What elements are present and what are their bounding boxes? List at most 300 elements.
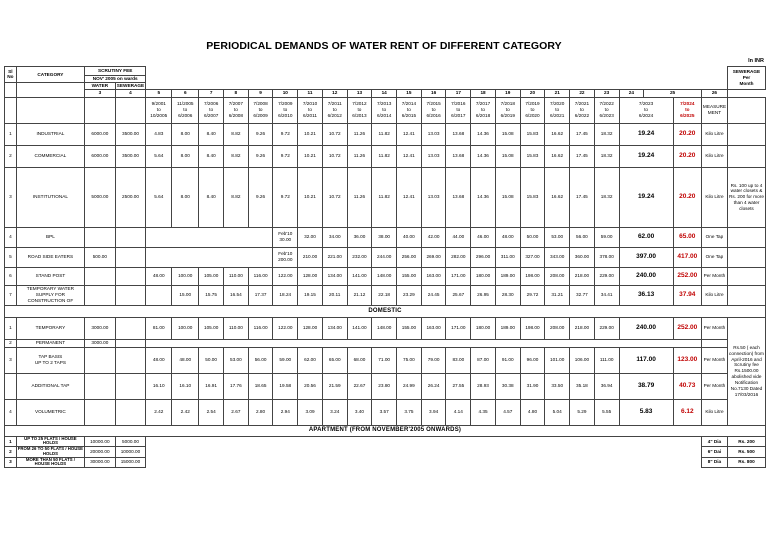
- table-row: [5, 123, 766, 145]
- row-category: TEMPORARY WATER SUPPLY FOR CONSTRUCTION OF: [16, 285, 84, 305]
- rate-value: 105.00: [199, 267, 224, 285]
- rate-value: 180.00: [471, 267, 496, 285]
- row-category: COMMERCIAL: [16, 145, 84, 167]
- rate-value: 8.40: [199, 167, 224, 227]
- column-number: 14: [372, 89, 397, 97]
- period-cell: 11/2005 to 6/2006: [172, 97, 199, 123]
- measurement-unit: Kilo Litre: [701, 399, 727, 425]
- rate-value: 4.35: [471, 399, 496, 425]
- rate-value: 32.77: [570, 285, 595, 305]
- rate-value: 38.79: [619, 373, 673, 399]
- rate-value: 378.00: [594, 247, 619, 267]
- rate-value: 91.00: [495, 347, 520, 373]
- scrutiny-water: 6000.00: [85, 123, 116, 145]
- measurement-unit: Kilo Litre: [701, 167, 727, 227]
- rate-value: 23.80: [372, 373, 397, 399]
- rate-value: 56.00: [570, 227, 595, 247]
- rate-value: 128.00: [298, 267, 323, 285]
- rate-value: 48.00: [146, 347, 172, 373]
- rate-value: 111.00: [594, 347, 619, 373]
- table-row: [5, 457, 766, 467]
- rate-value: 48.00: [146, 267, 172, 285]
- measurement-unit: [701, 339, 727, 347]
- scrutiny-water: 500.00: [85, 247, 116, 267]
- rate-value: 15.00: [172, 285, 199, 305]
- sewerage-rate: Rs. 500: [727, 447, 765, 457]
- scrutiny-water: 30000.00: [85, 457, 116, 467]
- rate-value: 100.00: [172, 317, 199, 339]
- domestic-section-title: DOMESTIC: [5, 305, 766, 317]
- rate-value: 62.00: [298, 347, 323, 373]
- rate-value: 8.00: [172, 123, 199, 145]
- column-number: 10: [273, 89, 298, 97]
- rate-value: 9.26: [248, 167, 273, 227]
- period-cell: 7/2023 to 6/2024: [619, 97, 673, 123]
- column-number: 3: [85, 89, 116, 97]
- row-sl: 3: [5, 167, 17, 227]
- rate-value: 17.45: [570, 167, 595, 227]
- period-cell: 7/2017 to 6/2018: [471, 97, 496, 123]
- measurement-unit: One Tap: [701, 227, 727, 247]
- rate-value: 311.00: [495, 247, 520, 267]
- rate-value: 256.00: [397, 247, 422, 267]
- rate-value: 3.94: [421, 399, 446, 425]
- scrutiny-water: 3000.00: [85, 339, 116, 347]
- scrutiny-water: [85, 347, 116, 373]
- rate-value: 21.59: [322, 373, 347, 399]
- rate-value: 11.26: [347, 167, 372, 227]
- rate-value: 27.55: [446, 373, 471, 399]
- rate-value: 13.03: [421, 123, 446, 145]
- rate-value: 26.24: [421, 373, 446, 399]
- scrutiny-sewerage: 10000.00: [115, 447, 146, 457]
- rate-value: 198.00: [520, 267, 545, 285]
- header-row-1: [5, 67, 766, 76]
- period-cell: 7/2016 to 6/2017: [446, 97, 471, 123]
- rate-value: 36.00: [347, 227, 372, 247]
- currency-unit: In INR: [748, 58, 764, 64]
- rate-value: 397.00: [619, 247, 673, 267]
- rate-value: 141.00: [347, 317, 372, 339]
- rate-value: 123.00: [673, 347, 701, 373]
- period-cell: 7/2019 to 6/2020: [520, 97, 545, 123]
- rate-value: 2.94: [273, 399, 298, 425]
- rate-value: 17.37: [248, 285, 273, 305]
- rate-value: 48.00: [495, 227, 520, 247]
- measurement-unit: Per Month: [701, 373, 727, 399]
- row-sl: 2: [5, 447, 17, 457]
- rate-value: 5.29: [570, 399, 595, 425]
- period-cell: 7/2012 to 6/2013: [347, 97, 372, 123]
- rate-value: 16.10: [146, 373, 172, 399]
- scrutiny-sewerage: [115, 399, 146, 425]
- period-cell: 7/2022 to 6/2023: [594, 97, 619, 123]
- rate-value: 37.94: [673, 285, 701, 305]
- row-category: MORE THAN 50 FLATS / HOUSE HOLDS: [16, 457, 84, 467]
- rate-value: 15.08: [495, 145, 520, 167]
- table-row: [5, 347, 766, 373]
- rate-value: 282.00: [446, 247, 471, 267]
- rate-value: 14.36: [471, 123, 496, 145]
- rate-value: 13.03: [421, 145, 446, 167]
- rate-value: 16.91: [199, 373, 224, 399]
- rate-value: 17.45: [570, 123, 595, 145]
- row-category: PERMANENT: [16, 339, 84, 347]
- rate-value: 3.75: [397, 399, 422, 425]
- rate-value: 9.72: [273, 145, 298, 167]
- column-number: 18: [471, 89, 496, 97]
- rate-value: 19.24: [619, 123, 673, 145]
- rate-value: 33.50: [545, 373, 570, 399]
- rate-value: 117.00: [619, 347, 673, 373]
- rate-value: 10.72: [322, 145, 347, 167]
- table-row: [5, 339, 766, 347]
- scrutiny-sewerage: 3500.00: [115, 123, 146, 145]
- rate-value: 189.00: [495, 317, 520, 339]
- rate-value: 116.00: [248, 267, 273, 285]
- rate-value: 15.08: [495, 167, 520, 227]
- rate-value: 2.80: [248, 399, 273, 425]
- table-row: [5, 167, 766, 227]
- rate-value: 171.00: [446, 317, 471, 339]
- rate-value: 75.00: [397, 347, 422, 373]
- header-sewerage: SEWERAGE: [116, 82, 145, 88]
- rate-value: 8.00: [172, 145, 199, 167]
- column-number: 16: [421, 89, 446, 97]
- measurement-unit: Kilo Litre: [701, 123, 727, 145]
- column-number: 21: [545, 89, 570, 97]
- scrutiny-sewerage: [115, 317, 146, 339]
- rate-value: 5.55: [594, 399, 619, 425]
- rate-value: 36.13: [619, 285, 673, 305]
- row-category: VOLUMETRIC: [16, 399, 84, 425]
- row-sl: 6: [5, 267, 17, 285]
- row-category: INDUSTRIAL: [16, 123, 84, 145]
- column-number: 23: [594, 89, 619, 97]
- rate-value: 48.00: [172, 347, 199, 373]
- measurement-header: MEASURE MENT: [701, 97, 727, 123]
- rate-value: 9.72: [273, 167, 298, 227]
- rate-value: 35.18: [570, 373, 595, 399]
- rate-value: 34.41: [594, 285, 619, 305]
- measurement-unit: Per Month: [701, 267, 727, 285]
- rate-value: 10.21: [298, 123, 323, 145]
- rate-value: 20.20: [673, 167, 701, 227]
- rate-value: 8.82: [224, 123, 249, 145]
- section-row: [5, 425, 766, 436]
- rate-value: 81.00: [146, 317, 172, 339]
- rate-value: 12.41: [397, 167, 422, 227]
- header-water: WATER: [85, 82, 116, 89]
- table-cell: [16, 97, 84, 123]
- table-row: [5, 317, 766, 339]
- rate-value: 148.00: [372, 267, 397, 285]
- empty-cell: [146, 227, 273, 247]
- rate-value: 252.00: [673, 267, 701, 285]
- rate-value: 9.26: [248, 123, 273, 145]
- row-sl: 7: [5, 285, 17, 305]
- rate-value: 141.00: [347, 267, 372, 285]
- row-sl: 1: [5, 436, 17, 446]
- rate-value: 155.00: [397, 267, 422, 285]
- rate-value: 65.00: [673, 227, 701, 247]
- column-number: 5: [146, 89, 172, 97]
- rate-value: 31.90: [520, 373, 545, 399]
- rate-value: 26.95: [471, 285, 496, 305]
- rate-value: 19.15: [298, 285, 323, 305]
- rate-value: 5.64: [146, 145, 172, 167]
- rate-value: 180.00: [471, 317, 496, 339]
- rate-value: 10.21: [298, 145, 323, 167]
- sewerage-rate: Rs. 800: [727, 457, 765, 467]
- rate-value: 18.65: [248, 373, 273, 399]
- sewerage-rate: Rs. 200: [727, 436, 765, 446]
- rate-value: 10.21: [298, 167, 323, 227]
- period-cell: 7/2013 to 6/2014: [372, 97, 397, 123]
- table-cell: [85, 97, 116, 123]
- scrutiny-sewerage: [115, 227, 146, 247]
- rate-value: 189.00: [495, 267, 520, 285]
- column-number: 24: [619, 89, 644, 97]
- rate-value: 65.00: [322, 347, 347, 373]
- rate-value: 17.45: [570, 145, 595, 167]
- water-rent-table: [4, 66, 766, 468]
- rate-value: 16.62: [545, 167, 570, 227]
- rate-value: 53.00: [224, 347, 249, 373]
- header-sewerage-per-month: SEWERAGE Per Month: [727, 67, 765, 90]
- rate-value: 13.03: [421, 167, 446, 227]
- scrutiny-water: 20000.00: [85, 447, 116, 457]
- rate-value: 28.93: [471, 373, 496, 399]
- period-cell: 9/2001 to 10/2005: [146, 97, 172, 123]
- rate-value: 32.00: [298, 227, 323, 247]
- rate-value: 40.00: [397, 227, 422, 247]
- rate-value: 14.36: [471, 167, 496, 227]
- row-sl: 4: [5, 399, 17, 425]
- row-category: UP TO 25 FLATS / HOUSE HOLDS: [16, 436, 84, 446]
- table-row: [5, 399, 766, 425]
- sewerage-note: [727, 145, 765, 167]
- rate-value: 15.83: [520, 167, 545, 227]
- row-sl: 1: [5, 317, 17, 339]
- measurement-unit: Kilo Litre: [701, 145, 727, 167]
- rate-value: 13.68: [446, 167, 471, 227]
- table-cell: [5, 97, 17, 123]
- rate-value: 24.45: [421, 285, 446, 305]
- empty-cell: [146, 339, 702, 347]
- measurement-unit: Per Month: [701, 347, 727, 373]
- rate-value: 22.67: [347, 373, 372, 399]
- empty-cell: [146, 436, 702, 446]
- rate-value: 4.83: [146, 123, 172, 145]
- rate-value: 11.26: [347, 123, 372, 145]
- scrutiny-water: [85, 373, 116, 399]
- rate-value: 25.67: [446, 285, 471, 305]
- rate-value: 218.00: [570, 267, 595, 285]
- sewerage-note: [727, 267, 765, 285]
- header-category: CATEGORY: [16, 67, 84, 83]
- rate-value: 59.00: [594, 227, 619, 247]
- rate-value: 71.00: [372, 347, 397, 373]
- document-title: PERIODICAL DEMANDS OF WATER RENT OF DIFFERENT CATEGORY: [206, 40, 562, 52]
- rate-value: 2.54: [199, 399, 224, 425]
- table-row: [5, 436, 766, 446]
- rate-value: 16.10: [172, 373, 199, 399]
- column-number: 20: [520, 89, 545, 97]
- rate-value: 19.58: [273, 373, 298, 399]
- rate-value: 8.40: [199, 123, 224, 145]
- period-cell: 7/2011 to 6/2012: [322, 97, 347, 123]
- rate-value: 110.00: [224, 267, 249, 285]
- rate-value: 343.00: [545, 247, 570, 267]
- period-cell: 7/2014 to 6/2015: [397, 97, 422, 123]
- row-sl: 3: [5, 347, 17, 373]
- rate-value: 163.00: [421, 317, 446, 339]
- table-cell: [115, 97, 146, 123]
- scrutiny-water: [85, 399, 116, 425]
- period-cell: 7/2015 to 6/2016: [421, 97, 446, 123]
- scrutiny-sewerage: [115, 285, 146, 305]
- rate-value: 8.00: [172, 167, 199, 227]
- rate-value: 208.00: [545, 317, 570, 339]
- sewerage-note: [727, 247, 765, 267]
- sewerage-note: [727, 227, 765, 247]
- row-sl: 2: [5, 339, 17, 347]
- rate-value: 10.72: [322, 123, 347, 145]
- rate-value: 12.41: [397, 123, 422, 145]
- rate-value: 23.29: [397, 285, 422, 305]
- header-scrutiny-sub: NOV' 2005 on wards: [85, 76, 146, 83]
- row-category: STAND POST: [16, 267, 84, 285]
- column-number: 22: [570, 89, 595, 97]
- section-row: [5, 305, 766, 317]
- rate-value: 40.73: [673, 373, 701, 399]
- rate-value: 8.82: [224, 145, 249, 167]
- start-rate: Feb'10 30.00: [273, 227, 298, 247]
- table-row: [5, 285, 766, 305]
- scrutiny-sewerage: [115, 373, 146, 399]
- rate-value: 8.40: [199, 145, 224, 167]
- rate-value: 10.72: [322, 167, 347, 227]
- rate-value: 122.00: [273, 267, 298, 285]
- scrutiny-water: 3000.00: [85, 317, 116, 339]
- rate-value: 15.08: [495, 123, 520, 145]
- rate-value: 5.83: [619, 399, 673, 425]
- rate-value: 18.32: [594, 167, 619, 227]
- rate-value: 21.12: [347, 285, 372, 305]
- rate-value: 218.00: [570, 317, 595, 339]
- rate-value: 122.00: [273, 317, 298, 339]
- rate-value: 296.00: [471, 247, 496, 267]
- rate-value: 53.00: [545, 227, 570, 247]
- rate-value: 11.26: [347, 145, 372, 167]
- sewerage-note: Rs.50 ( each connection) from April-2016 and Scrutiny fee Rs.1500.00 abolished vide Notification No.7130 Dated 17/03/2016: [727, 317, 765, 425]
- rate-value: 2.42: [146, 399, 172, 425]
- column-number: 11: [298, 89, 323, 97]
- rate-value: 16.62: [545, 145, 570, 167]
- rate-value: 59.00: [273, 347, 298, 373]
- period-cell: 7/2008 to 6/2009: [248, 97, 273, 123]
- period-cell: 7/2020 to 6/2021: [545, 97, 570, 123]
- measurement-unit: Kilo Litre: [701, 285, 727, 305]
- column-number: 13: [347, 89, 372, 97]
- rate-value: 16.54: [224, 285, 249, 305]
- apartment-section-title: APARTMENT (FROM NOVEMBER'2005 ONWARDS): [5, 425, 766, 436]
- rate-value: 128.00: [298, 317, 323, 339]
- row-sl: 1: [5, 123, 17, 145]
- rate-value: 36.94: [594, 373, 619, 399]
- rate-value: 2.42: [172, 399, 199, 425]
- row-category: ADDITIONAL TAP: [16, 373, 84, 399]
- scrutiny-water: 5000.00: [85, 167, 116, 227]
- rate-value: 171.00: [446, 267, 471, 285]
- rate-value: 20.56: [298, 373, 323, 399]
- rate-value: 62.00: [619, 227, 673, 247]
- row-sl: 5: [5, 247, 17, 267]
- table-row: [5, 145, 766, 167]
- scrutiny-sewerage: [115, 247, 146, 267]
- empty-cell: [146, 447, 702, 457]
- rate-value: 11.82: [372, 167, 397, 227]
- table-cell: [727, 97, 765, 123]
- rate-value: 50.00: [520, 227, 545, 247]
- table-row: [5, 373, 766, 399]
- rate-value: 83.00: [446, 347, 471, 373]
- rate-value: 34.00: [322, 227, 347, 247]
- rate-value: 96.00: [520, 347, 545, 373]
- rate-value: 79.00: [421, 347, 446, 373]
- period-cell: 7/2007 to 6/2008: [224, 97, 249, 123]
- rate-value: 50.00: [199, 347, 224, 373]
- rate-value: 4.57: [495, 399, 520, 425]
- rate-value: 16.62: [545, 123, 570, 145]
- rate-value: 8.82: [224, 167, 249, 227]
- row-category: TEMPORARY: [16, 317, 84, 339]
- rate-value: 9.26: [248, 145, 273, 167]
- scrutiny-sewerage: [115, 339, 146, 347]
- rate-value: 6.12: [673, 399, 701, 425]
- scrutiny-sewerage: 2500.00: [115, 167, 146, 227]
- rate-value: 5.04: [545, 399, 570, 425]
- empty-cell: [146, 247, 273, 267]
- rate-value: 134.00: [322, 317, 347, 339]
- rate-value: 11.82: [372, 123, 397, 145]
- rate-value: 101.00: [545, 347, 570, 373]
- period-cell: 7/2009 to 6/2010: [273, 97, 298, 123]
- rate-value: 208.00: [545, 267, 570, 285]
- rate-value: 229.00: [594, 317, 619, 339]
- sewerage-note: Rs. 100 up to 4 water closets & Rs. 200 for more than 4 water closets: [727, 167, 765, 227]
- rate-value: 100.00: [172, 267, 199, 285]
- empty-cell: [146, 285, 172, 305]
- measurement-unit: One Tap: [701, 247, 727, 267]
- rate-value: 42.00: [421, 227, 446, 247]
- rate-value: 38.00: [372, 227, 397, 247]
- rate-value: 155.00: [397, 317, 422, 339]
- header-scrutiny-fee: SCRUTINY FEE: [85, 67, 146, 76]
- rate-value: 15.83: [520, 123, 545, 145]
- rate-value: 232.00: [347, 247, 372, 267]
- rate-value: 163.00: [421, 267, 446, 285]
- rate-value: 18.32: [594, 145, 619, 167]
- rate-value: 15.75: [199, 285, 224, 305]
- table-row: [5, 267, 766, 285]
- rate-value: 360.00: [570, 247, 595, 267]
- rate-value: 30.38: [495, 373, 520, 399]
- scrutiny-water: 10000.00: [85, 436, 116, 446]
- period-row: [5, 97, 766, 123]
- rate-value: 20.11: [322, 285, 347, 305]
